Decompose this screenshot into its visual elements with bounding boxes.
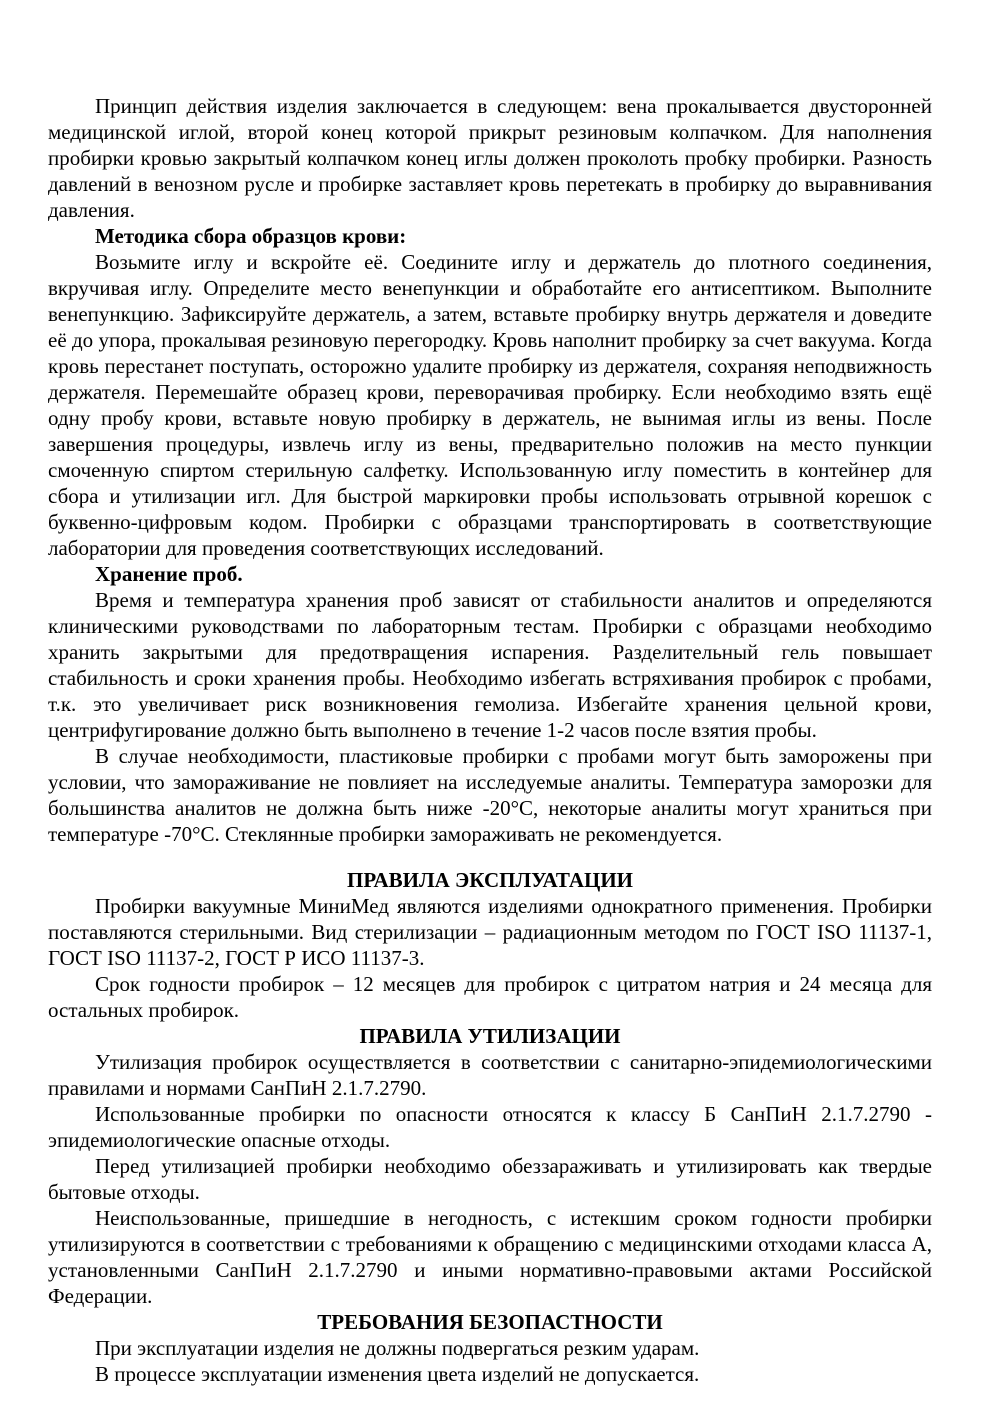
paragraph-decontamination: Перед утилизацией пробирки необходимо обеззараживать и утилизировать как твердые бытовые отходы. — [48, 1154, 932, 1204]
paragraph-unused-tubes-disposal: Неиспользованные, пришедшие в негодность, с истекшим сроком годности пробирки утилизируются в соответствии с требованиями к обращению с медицинскими отходами класса А, установленными СанПиН 2.1.7.2790 и иными нормативно-правовыми актами Российской Федерации. — [48, 1206, 932, 1308]
paragraph-class-b-waste: Использованные пробирки по опасности относятся к классу Б СанПиН 2.1.7.2790 - эпидемиологические опасные отходы. — [48, 1102, 932, 1152]
heading-operation-rules: ПРАВИЛА ЭКСПЛУАТАЦИИ — [347, 868, 633, 892]
subheading-sample-storage: Хранение проб. — [95, 562, 243, 586]
paragraph-no-sharp-impacts: При эксплуатации изделия не должны подвергаться резким ударам. — [95, 1336, 700, 1360]
paragraph-storage-conditions: Время и температура хранения проб зависят от стабильности аналитов и определяются клиническими руководствами по лабораторным тестам. Пробирки с образцами необходимо хранить закрытыми для предотвращения испарения. Разделительный гель повышает стабильность и сроки хранения пробы. Необходимо избегать встряхивания пробирок с пробами, т.к. это увеличивает риск возникновения гемолиза. Избегайте хранения цельной крови, центрифугирование должно быть выполнено в течение 1-2 часов после взятия пробы. — [48, 588, 932, 742]
paragraph-operating-principle: Принцип действия изделия заключается в следующем: вена прокалывается двусторонней медицинской иглой, второй конец которой прикрыт резиновым колпачком. Для наполнения пробирки кровью закрытый колпачком конец иглы должен проколоть пробку пробирки. Разность давлений в венозном русле и пробирке заставляет кровь перетекать в пробирку до выравнивания давления. — [48, 94, 932, 222]
paragraph-freezing-conditions: В случае необходимости, пластиковые пробирки с пробами могут быть заморожены при условии, что замораживание не повлияет на исследуемые аналиты. Температура заморозки для большинства аналитов не должна быть ниже -20°С, некоторые аналиты могут храниться при температуре -70°С. Стеклянные пробирки замораживать не рекомендуется. — [48, 744, 932, 846]
heading-safety-requirements: ТРЕБОВАНИЯ БЕЗОПАСТНОСТИ — [317, 1310, 663, 1334]
subheading-blood-collection-method: Методика сбора образцов крови: — [95, 224, 407, 248]
document-body — [48, 93, 932, 1387]
paragraph-disposal-sanpin: Утилизация пробирок осуществляется в соответствии с санитарно-эпидемиологическими правилами и нормами СанПиН 2.1.7.2790. — [48, 1050, 932, 1100]
paragraph-no-color-change: В процессе эксплуатации изменения цвета изделий не допускается. — [95, 1362, 700, 1386]
paragraph-collection-procedure: Возьмите иглу и вскройте её. Соедините иглу и держатель до плотного соединения, вкручивая иглу. Определите место венепункции и обработайте его антисептиком. Выполните венепункцию. Зафиксируйте держатель, а затем, вставьте пробирку внутрь держателя и доведите её до упора, прокалывая резиновую перегородку. Кровь наполнит пробирку за счет вакуума. Когда кровь перестанет поступать, осторожно удалите пробирку из держателя, сохраняя неподвижность держателя. Перемешайте образец крови, переворачивая пробирку. Если необходимо взять ещё одну пробу крови, вставьте новую пробирку в держатель, не вынимая иглы из вены. После завершения процедуры, извлечь иглу из вены, предварительно положив на место пункции смоченную спиртом стерильную салфетку. Использованную иглу поместить в контейнер для сбора и утилизации игл. Для быстрой маркировки пробы использовать отрывной корешок с буквенно-цифровым кодом. Пробирки с образцами транспортировать в соответствующие лаборатории для проведения соответствующих исследований. — [48, 250, 932, 560]
paragraph-single-use-sterilization: Пробирки вакуумные МиниМед являются изделиями однократного применения. Пробирки поставляются стерильными. Вид стерилизации – радиационным методом по ГОСТ ISO 11137-1, ГОСТ ISO 11137-2, ГОСТ Р ИСО 11137-3. — [48, 894, 932, 970]
paragraph-shelf-life: Срок годности пробирок – 12 месяцев для пробирок с цитратом натрия и 24 месяца для остальных пробирок. — [48, 972, 932, 1022]
heading-disposal-rules: ПРАВИЛА УТИЛИЗАЦИИ — [359, 1024, 621, 1048]
